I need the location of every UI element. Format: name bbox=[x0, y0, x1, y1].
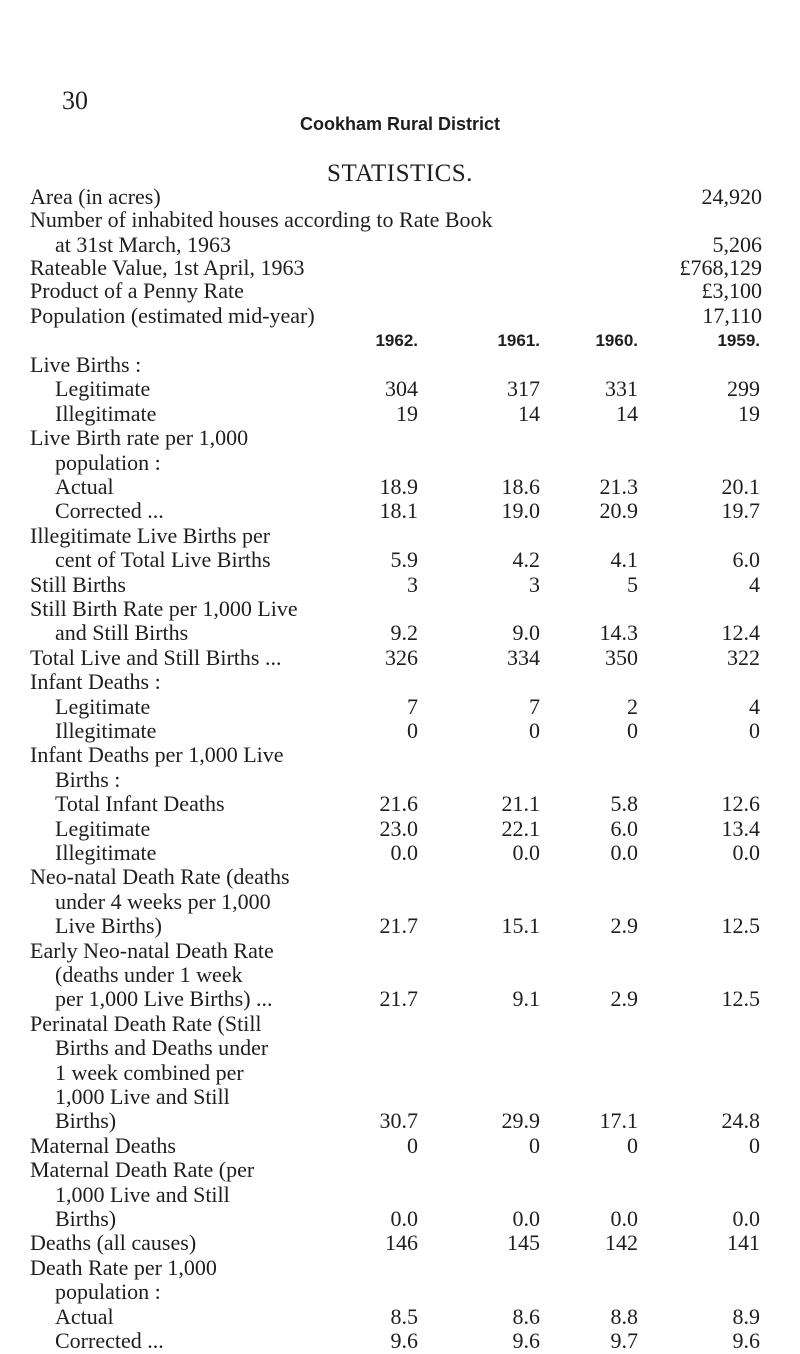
summary-value: 17,110 bbox=[702, 303, 762, 328]
row-label: and Still Births bbox=[55, 620, 189, 646]
cell-value: 142 bbox=[605, 1230, 638, 1256]
row-label: population : bbox=[55, 1279, 161, 1305]
row-label: Births) bbox=[55, 1108, 117, 1134]
summary-value: 5,206 bbox=[712, 232, 762, 257]
summary-label: Area (in acres) bbox=[30, 184, 161, 209]
cell-value: 18.9 bbox=[379, 474, 418, 499]
cell-value: 6.0 bbox=[732, 547, 760, 573]
cell-value: 0 bbox=[627, 1132, 638, 1158]
cell-value: 9.6 bbox=[732, 1328, 760, 1353]
cell-value: 2.9 bbox=[610, 913, 638, 939]
cell-value: 299 bbox=[727, 376, 760, 402]
cell-value: 0 bbox=[529, 718, 540, 743]
cell-value: 0 bbox=[749, 1132, 760, 1158]
row-label: Early Neo-natal Death Rate bbox=[30, 937, 274, 963]
row-label: population : bbox=[55, 449, 161, 475]
row-label: Live Birth rate per 1,000 bbox=[30, 425, 249, 451]
row-label: Corrected ... bbox=[55, 498, 164, 524]
cell-value: 21.3 bbox=[599, 474, 638, 499]
cell-value: 0.0 bbox=[512, 840, 540, 865]
cell-value: 2.9 bbox=[610, 986, 638, 1012]
row-label: Still Birth Rate per 1,000 Live bbox=[30, 596, 298, 621]
cell-value: 0 bbox=[407, 718, 418, 743]
row-label: Live Births : bbox=[30, 352, 142, 377]
cell-value: 8.8 bbox=[610, 1303, 638, 1329]
row-label: (deaths under 1 week bbox=[55, 962, 243, 987]
row-label: Maternal Death Rate (per bbox=[30, 1157, 255, 1183]
cell-value: 9.6 bbox=[512, 1328, 540, 1353]
cell-value: 4 bbox=[749, 571, 760, 597]
cell-value: 304 bbox=[385, 376, 418, 402]
cell-value: 5.8 bbox=[610, 791, 638, 817]
row-label: Total Live and Still Births ... bbox=[30, 644, 282, 670]
cell-value: 0.0 bbox=[610, 840, 638, 865]
cell-value: 13.4 bbox=[721, 815, 760, 841]
cell-value: 29.9 bbox=[501, 1108, 540, 1134]
cell-value: 7 bbox=[529, 693, 540, 719]
summary-value: £3,100 bbox=[701, 278, 762, 303]
row-label: Death Rate per 1,000 bbox=[30, 1254, 217, 1280]
cell-value: 7 bbox=[407, 693, 418, 719]
summary-label: Number of inhabited houses according to Rate Book bbox=[30, 207, 493, 232]
row-label: Births) bbox=[55, 1206, 117, 1231]
row-label: Actual bbox=[55, 1303, 114, 1329]
row-label: Births and Deaths under bbox=[55, 1035, 269, 1061]
cell-value: 14 bbox=[518, 400, 540, 426]
year-label: 1960. bbox=[595, 331, 638, 350]
cell-value: 9.2 bbox=[390, 620, 418, 646]
cell-value: 21.7 bbox=[379, 913, 418, 939]
cell-value: 0.0 bbox=[512, 1206, 540, 1231]
row-label: 1 week combined per bbox=[55, 1059, 244, 1085]
row-label: Deaths (all causes) bbox=[30, 1230, 197, 1256]
row-label: per 1,000 Live Births) ... bbox=[55, 986, 273, 1012]
row-label: Neo-natal Death Rate (deaths bbox=[30, 864, 290, 890]
cell-value: 350 bbox=[605, 644, 638, 670]
statistics-heading: STATISTICS. bbox=[327, 160, 473, 187]
row-label: Live Births) bbox=[55, 913, 162, 939]
year-label: 1962. bbox=[375, 331, 418, 350]
cell-value: 0.0 bbox=[390, 840, 418, 865]
row-label: Maternal Deaths bbox=[30, 1132, 176, 1158]
row-label: Corrected ... bbox=[55, 1328, 164, 1353]
cell-value: 9.7 bbox=[610, 1328, 638, 1353]
page-number: 30 bbox=[62, 86, 88, 115]
row-label: Actual bbox=[55, 474, 114, 499]
cell-value: 0.0 bbox=[732, 840, 760, 865]
cell-value: 0.0 bbox=[610, 1206, 638, 1231]
cell-value: 18.1 bbox=[379, 498, 418, 524]
row-label: Infant Deaths per 1,000 Live bbox=[30, 742, 284, 768]
cell-value: 0.0 bbox=[732, 1206, 760, 1231]
cell-value: 5.9 bbox=[390, 547, 418, 573]
cell-value: 4.2 bbox=[512, 547, 540, 573]
cell-value: 9.6 bbox=[390, 1328, 418, 1353]
cell-value: 0.0 bbox=[390, 1206, 418, 1231]
year-label: 1959. bbox=[717, 331, 760, 350]
cell-value: 15.1 bbox=[501, 913, 540, 939]
cell-value: 334 bbox=[507, 644, 540, 670]
cell-value: 9.1 bbox=[512, 986, 540, 1012]
cell-value: 30.7 bbox=[379, 1108, 418, 1134]
row-label: cent of Total Live Births bbox=[55, 547, 271, 573]
cell-value: 146 bbox=[385, 1230, 418, 1256]
cell-value: 21.7 bbox=[379, 986, 418, 1012]
cell-value: 17.1 bbox=[599, 1108, 638, 1134]
year-label: 1961. bbox=[497, 331, 540, 350]
cell-value: 12.5 bbox=[721, 913, 760, 939]
cell-value: 8.9 bbox=[732, 1303, 760, 1329]
row-label: Total Infant Deaths bbox=[55, 791, 225, 817]
cell-value: 19.7 bbox=[721, 498, 760, 524]
cell-value: 9.0 bbox=[512, 620, 540, 646]
cell-value: 141 bbox=[727, 1230, 760, 1256]
row-label: Illegitimate bbox=[55, 840, 157, 865]
cell-value: 0 bbox=[749, 718, 760, 743]
cell-value: 21.6 bbox=[379, 791, 418, 817]
cell-value: 3 bbox=[407, 571, 418, 597]
cell-value: 0 bbox=[407, 1132, 418, 1158]
cell-value: 20.1 bbox=[721, 474, 760, 499]
row-label: Perinatal Death Rate (Still bbox=[30, 1010, 262, 1036]
cell-value: 2 bbox=[627, 693, 638, 719]
summary-value: £768,129 bbox=[679, 255, 762, 280]
cell-value: 317 bbox=[507, 376, 540, 402]
cell-value: 5 bbox=[627, 571, 638, 597]
cell-value: 12.4 bbox=[721, 620, 760, 646]
row-label: Births : bbox=[55, 766, 121, 792]
cell-value: 19.0 bbox=[501, 498, 540, 524]
cell-value: 12.6 bbox=[721, 791, 760, 817]
row-label: Still Births bbox=[30, 571, 126, 597]
cell-value: 22.1 bbox=[501, 815, 540, 841]
cell-value: 14 bbox=[616, 400, 638, 426]
cell-value: 326 bbox=[385, 644, 418, 670]
cell-value: 23.0 bbox=[379, 815, 418, 841]
row-label: 1,000 Live and Still bbox=[55, 1181, 230, 1207]
cell-value: 331 bbox=[605, 376, 638, 402]
cell-value: 0 bbox=[529, 1132, 540, 1158]
row-label: Illegitimate bbox=[55, 718, 157, 743]
district-title: Cookham Rural District bbox=[299, 114, 501, 134]
cell-value: 18.6 bbox=[501, 474, 540, 499]
cell-value: 4 bbox=[749, 693, 760, 719]
cell-value: 4.1 bbox=[610, 547, 638, 573]
row-label: 1,000 Live and Still bbox=[55, 1084, 230, 1109]
cell-value: 322 bbox=[727, 644, 760, 670]
summary-label: Population (estimated mid-year) bbox=[30, 303, 315, 328]
summary-label: Rateable Value, 1st April, 1963 bbox=[30, 255, 305, 280]
summary-value: 24,920 bbox=[701, 184, 762, 209]
cell-value: 0 bbox=[627, 718, 638, 743]
summary-label: Product of a Penny Rate bbox=[30, 278, 244, 303]
row-label: Legitimate bbox=[55, 693, 151, 719]
row-label: under 4 weeks per 1,000 bbox=[55, 888, 271, 914]
cell-value: 6.0 bbox=[610, 815, 638, 841]
row-label: Illegitimate Live Births per bbox=[30, 522, 271, 548]
cell-value: 12.5 bbox=[721, 986, 760, 1012]
cell-value: 20.9 bbox=[599, 498, 638, 524]
cell-value: 21.1 bbox=[501, 791, 540, 817]
cell-value: 24.8 bbox=[721, 1108, 760, 1134]
cell-value: 19 bbox=[738, 400, 760, 426]
cell-value: 3 bbox=[529, 571, 540, 597]
cell-value: 8.5 bbox=[390, 1303, 418, 1329]
cell-value: 8.6 bbox=[512, 1303, 540, 1329]
cell-value: 14.3 bbox=[599, 620, 638, 646]
summary-label: at 31st March, 1963 bbox=[55, 232, 231, 257]
row-label: Infant Deaths : bbox=[30, 669, 161, 695]
cell-value: 145 bbox=[507, 1230, 540, 1256]
row-label: Legitimate bbox=[55, 376, 151, 402]
row-label: Illegitimate bbox=[55, 400, 157, 426]
cell-value: 19 bbox=[396, 400, 418, 426]
row-label: Legitimate bbox=[55, 815, 151, 841]
